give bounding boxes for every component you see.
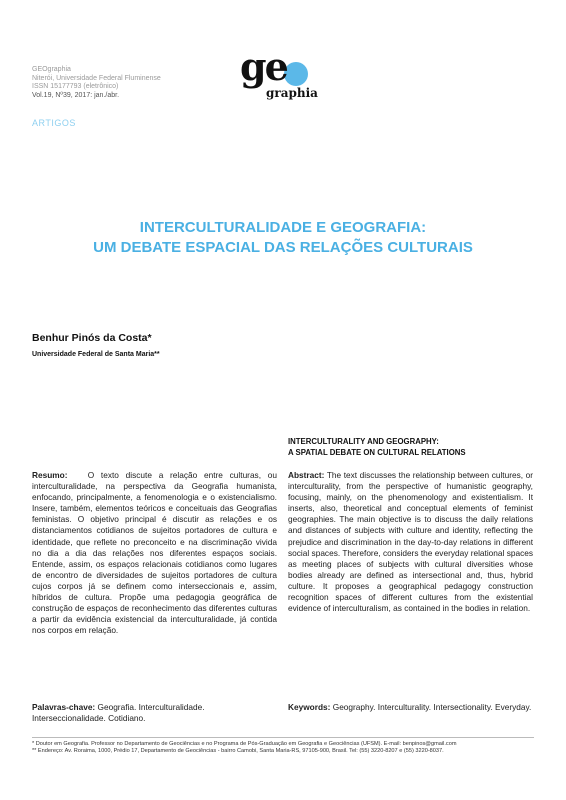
journal-info [32,66,161,100]
palavras-chave [32,702,277,724]
article-title [0,218,566,258]
section-label: ARTIGOS [32,118,76,128]
keywords [288,702,533,713]
journal-place: Niterói, Universidade Federal Fluminense [32,74,161,82]
journal-volume: Vol.19, Nº39, 2017: jan./abr. [32,91,120,99]
title-line-1: INTERCULTURALIDADE E GEOGRAFIA: [139,219,427,236]
resumo-label: Resumo: [32,470,68,480]
journal-name: GEOgraphia [32,66,71,73]
logo-top-text: ge [240,44,287,89]
footnote-2: ** Endereço: Av. Roraima, 1000, Prédio 17, Departamento de Geociências - bairro Camobi, Santa Maria-RS, 97105-900, Brasil. Tel: (55) 3220-8207 e (55) 3220-8037. [32,748,444,754]
abstract-label: Abstract: [288,470,325,480]
english-title-line-1: INTERCULTURALITY AND GEOGRAPHY: [288,437,439,446]
journal-issn: ISSN 15177793 (eletrônico) [32,83,119,91]
keywords-label: Keywords: [288,702,331,712]
palavras-chave-label: Palavras-chave: [32,702,96,712]
logo-dot [284,62,308,86]
abstract-paragraph [288,470,533,614]
author-affiliation: Universidade Federal de Santa Maria** [32,351,160,358]
resumo-text: O texto discute a relação entre culturas, ou interculturalidade, na perspectiva da Geografia humanista, enfocando, principalmente, a fenomenologia e o existencialismo. Insere, também, elementos teóricos e conceituais das Geografias feministas. O objetivo principal é discutir as relações e os distanciamentos cotidianos de sujeitos portadores de cultura e identidade, que reflete no preconceito e na discriminação vivida no dia a dia das relações nos diferentes espaços sociais. Entende, assim, os espaços relacionais cotidianos como lugares de encontro de diversidades de sujeitos portadores de cultura cujos corpos já se definem como interseccionais e, assim, híbridos de cultura. Propõe uma pedagogia geográfica de construção de espaços de reconhecimento das diferentes culturas a partir da evidência existencial da interculturalidade, já contida nos corpos em relação. [32,470,277,636]
keywords-text: Geography. Interculturality. Intersectionality. Everyday. [332,702,532,712]
footnote-divider [32,737,534,738]
abstract-text: The text discusses the relationship between cultures, or interculturality, from the perspective of humanistic geography, focusing, mainly, on the phenomenology and existentialism. It inserts, also, theoretical and conceptual elements of feminist geographies. The main objective is to discuss the daily relations and distances of subjects with culture and identity, reflecting the prejudice and discrimination in the day-to-day relations in different social spaces. Therefore, considers the everyday relational spaces as meeting places of subjects with cultural diversities whose bodies already are defined as intersectional and, thus, hybrid culture. It proposes a geographical pedagogy construction recognition spaces of different cultures from the existential evidence of interculturalism, as contained in the bodies in relation. [288,470,533,614]
logo-bottom-text: graphia [266,86,318,100]
geographia-logo [240,44,330,112]
palavras-chave-text: Geografia. Interculturalidade. Interseccionalidade. Cotidiano. [32,702,205,724]
title-line-2: UM DEBATE ESPACIAL DAS RELAÇÕES CULTURAIS [93,239,473,256]
author-name: Benhur Pinós da Costa* [32,332,152,344]
footnote-1: * Doutor em Geografia. Professor no Departamento de Geociências e no Programa de Pós-Graduação em Geografia e Geociências (UFSM). E-mail: benpinos@gmail.com [32,741,457,747]
resumo-paragraph [32,470,277,636]
english-title [288,436,538,458]
english-title-line-2: A SPATIAL DEBATE ON CULTURAL RELATIONS [288,448,466,457]
